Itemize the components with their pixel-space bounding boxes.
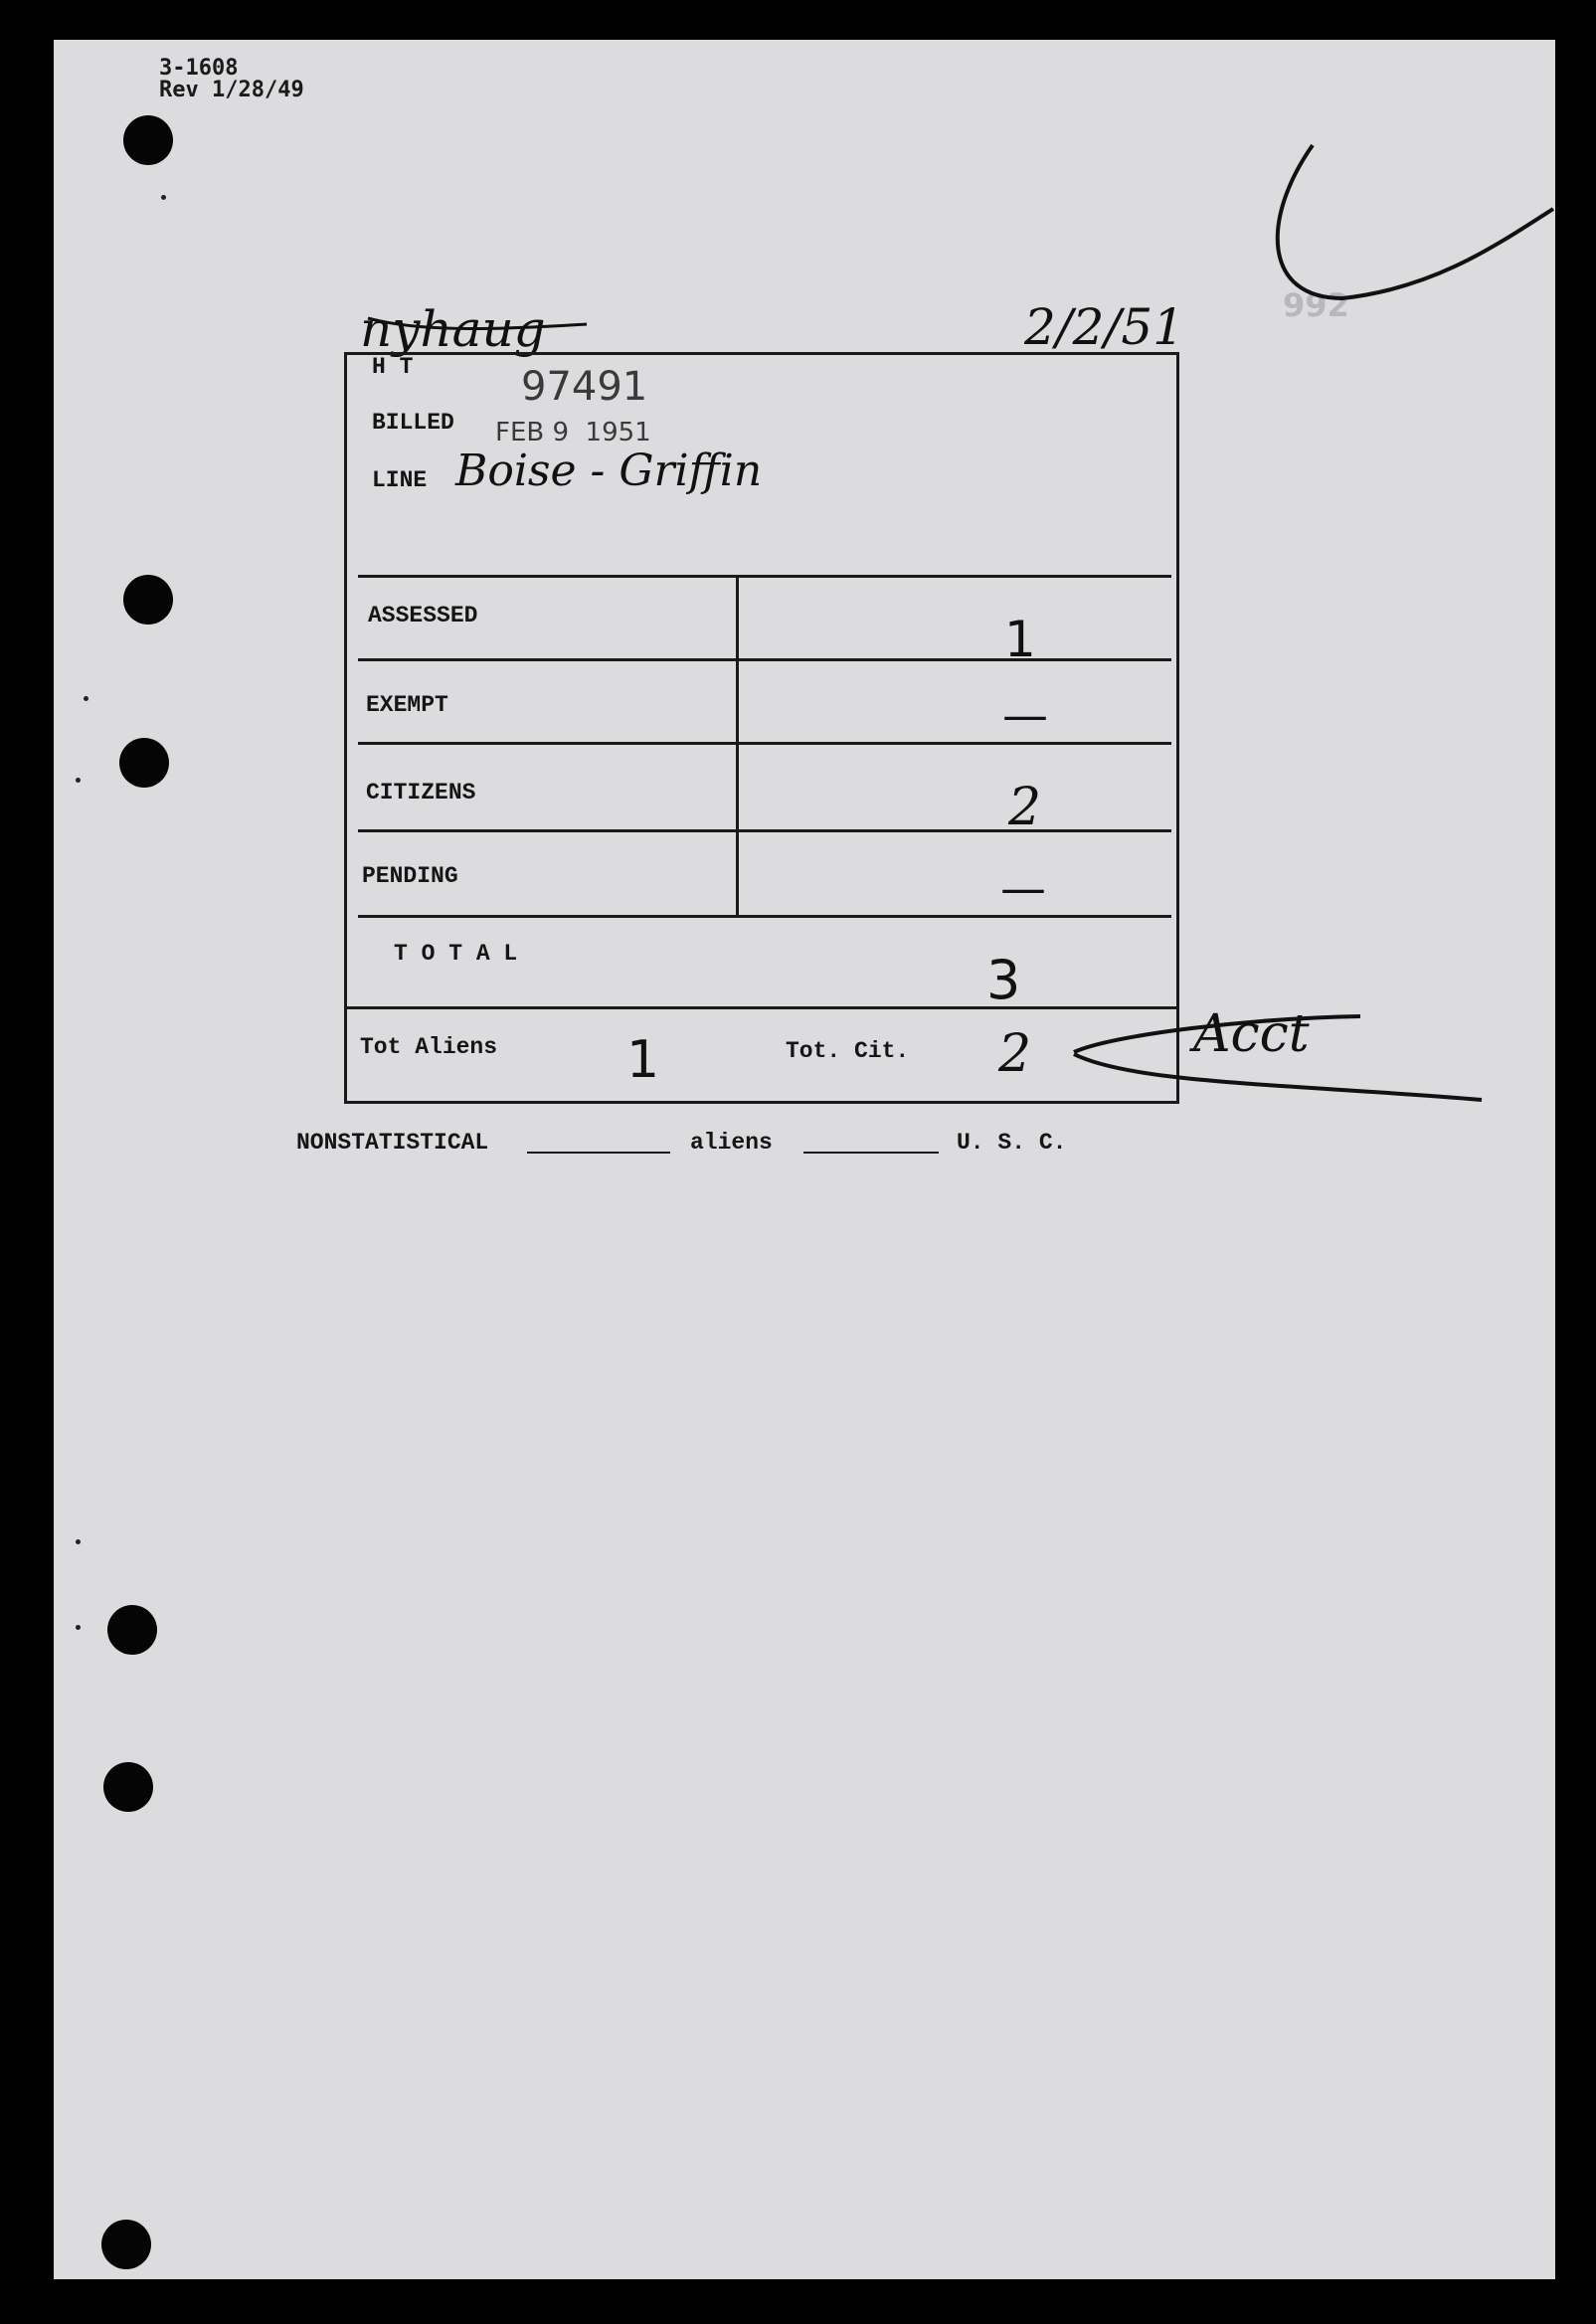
citizens-label: CITIZENS [366, 780, 476, 805]
handwritten-date: 2/2/51 [1024, 298, 1184, 356]
tot-aliens-label: Tot Aliens [360, 1034, 498, 1060]
billed-date-stamp: FEB 9 1951 [495, 418, 651, 447]
usc-label: U. S. C. [957, 1130, 1067, 1156]
pending-label: PENDING [362, 863, 458, 889]
exempt-label: EXEMPT [366, 692, 448, 718]
line-label: LINE [372, 467, 428, 493]
aliens-label: aliens [690, 1130, 773, 1156]
handwritten-line-value: Boise - Griffin [455, 446, 763, 496]
tot-aliens-value: 1 [626, 1030, 660, 1090]
nonstatistical-label: NONSTATISTICAL [296, 1130, 489, 1156]
assessed-value: 1 [1004, 611, 1036, 668]
ht-number-stamp: 97491 [521, 364, 648, 410]
name-underline [368, 318, 587, 329]
ht-label: H T [372, 354, 414, 380]
handwritten-initials: Acct [1193, 1004, 1310, 1064]
citizens-value: 2 [1008, 778, 1042, 837]
assessed-label: ASSESSED [368, 603, 478, 628]
pending-value: — [1000, 861, 1046, 915]
handwritten-name: nyhaug [360, 300, 546, 358]
tot-cit-value: 2 [998, 1024, 1032, 1084]
exempt-value: — [1002, 688, 1048, 742]
checkmark-stroke [1278, 145, 1553, 298]
tot-cit-label: Tot. Cit. [786, 1038, 910, 1064]
billed-label: BILLED [372, 410, 454, 436]
total-value: 3 [986, 949, 1021, 1011]
form-code-line-2: Rev 1/28/49 [159, 78, 304, 102]
initials-flourish [1074, 1016, 1482, 1100]
form-code-line-1: 3-1608 [159, 56, 239, 81]
total-label: T O T A L [394, 941, 518, 967]
corner-stamp-number: 992 [1283, 286, 1349, 324]
